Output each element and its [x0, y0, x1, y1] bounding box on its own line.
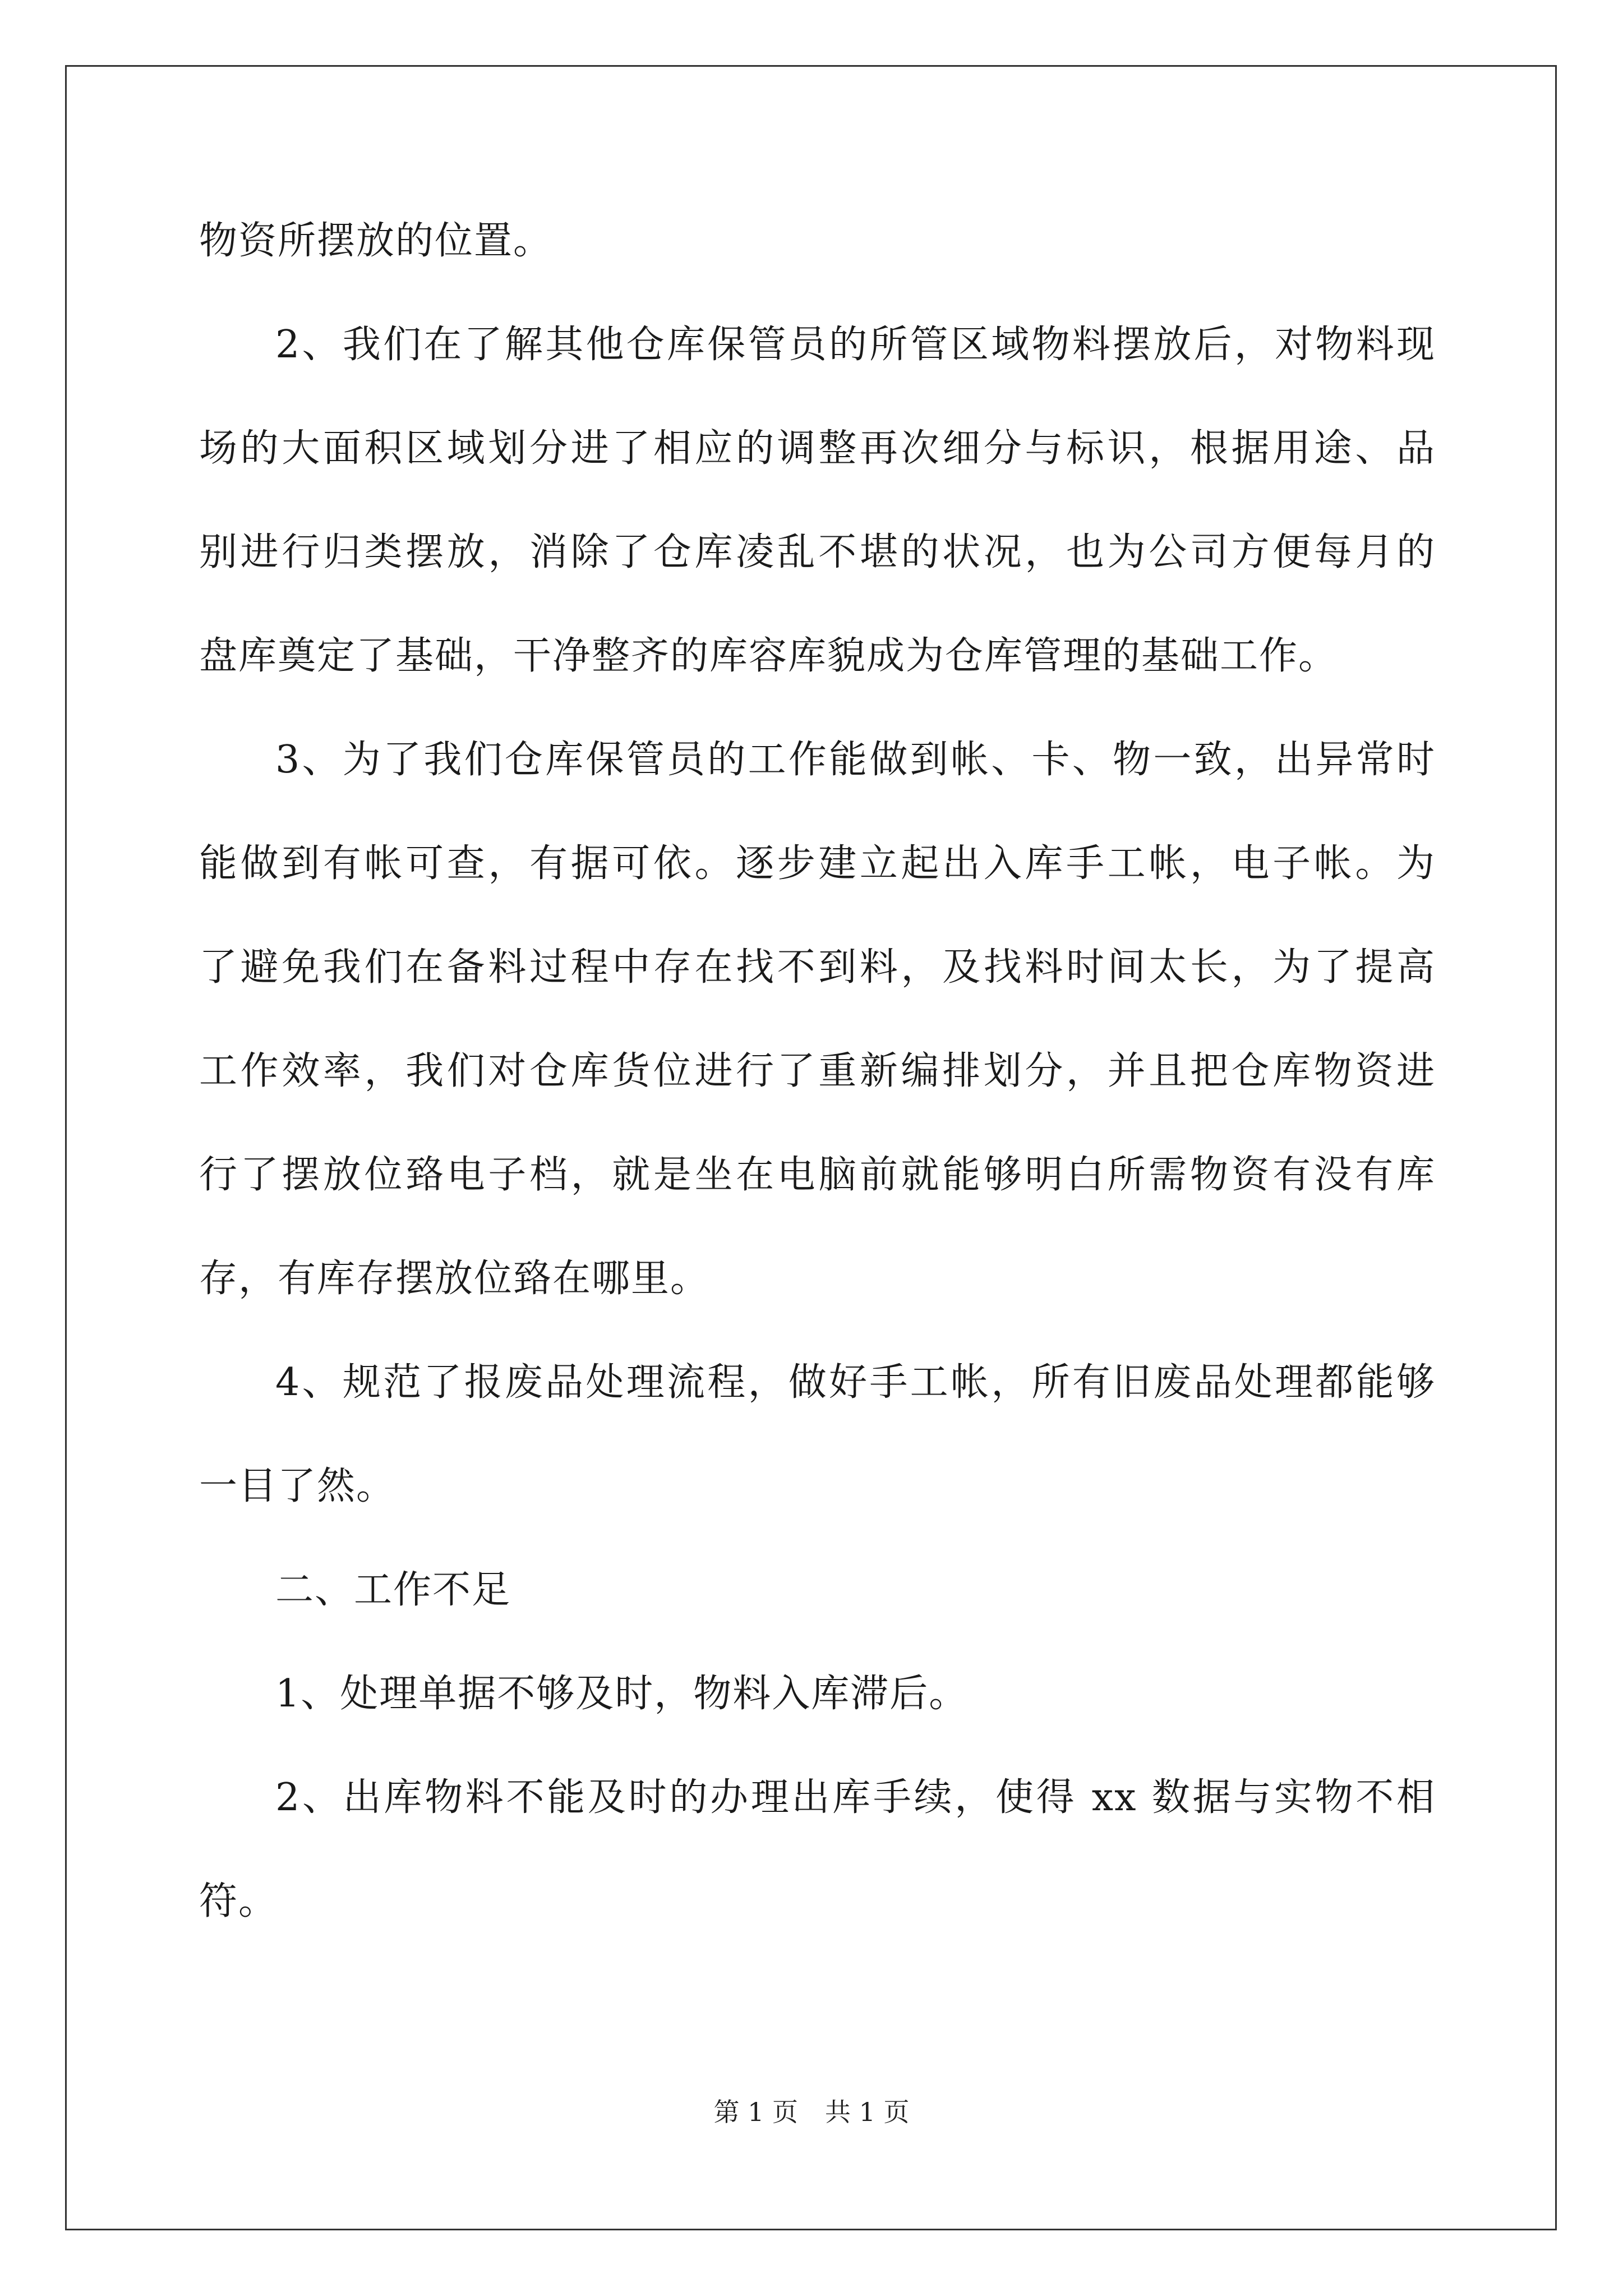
text-line: 存，有库存摆放位臵在哪里。: [199, 1257, 710, 1301]
text-line: 一目了然。: [199, 1464, 396, 1508]
page-number: 第 1 页: [713, 2097, 798, 2127]
text-line: 能做到有帐可查，有据可依。逐步建立起出入库手工帐，电子帐。为: [199, 841, 1436, 886]
paragraph-line: 2、我们在了解其他仓库保管员的所管区域物料摆放后，对物料现: [275, 323, 1436, 367]
page-footer: [0, 2095, 1623, 2129]
text-line: 别进行归类摆放，消除了仓库凌乱不堪的状况，也为公司方便每月的: [199, 530, 1436, 574]
text-line: 场的大面积区域划分进了相应的调整再次细分与标识，根据用途、品: [199, 426, 1436, 471]
text-line: 行了摆放位臵电子档，就是坐在电脑前就能够明白所需物资有没有库: [199, 1153, 1436, 1197]
paragraph-line: 1、处理单据不够及时，物料入库滞后。: [275, 1672, 969, 1716]
paragraph-line: 2、出库物料不能及时的办理出库手续，使得 xx 数据与实物不相: [275, 1775, 1436, 1820]
text-line: 工作效率，我们对仓库货位进行了重新编排划分，并且把仓库物资进: [199, 1049, 1436, 1093]
text-line: 物资所摆放的位置。: [199, 219, 553, 263]
text-line: 符。: [199, 1879, 278, 1924]
paragraph-line: 3、为了我们仓库保管员的工作能做到帐、卡、物一致，出异常时: [275, 738, 1436, 782]
paragraph-line: 4、规范了报废品处理流程，做好手工帐，所有旧废品处理都能够: [275, 1360, 1436, 1405]
section-heading: 二、工作不足: [275, 1568, 511, 1612]
page-total: 共 1 页: [825, 2097, 910, 2127]
text-line: 盘库奠定了基础，干净整齐的库容库貌成为仓库管理的基础工作。: [199, 634, 1338, 678]
text-line: 了避免我们在备料过程中存在找不到料，及找料时间太长，为了提高: [199, 945, 1436, 990]
